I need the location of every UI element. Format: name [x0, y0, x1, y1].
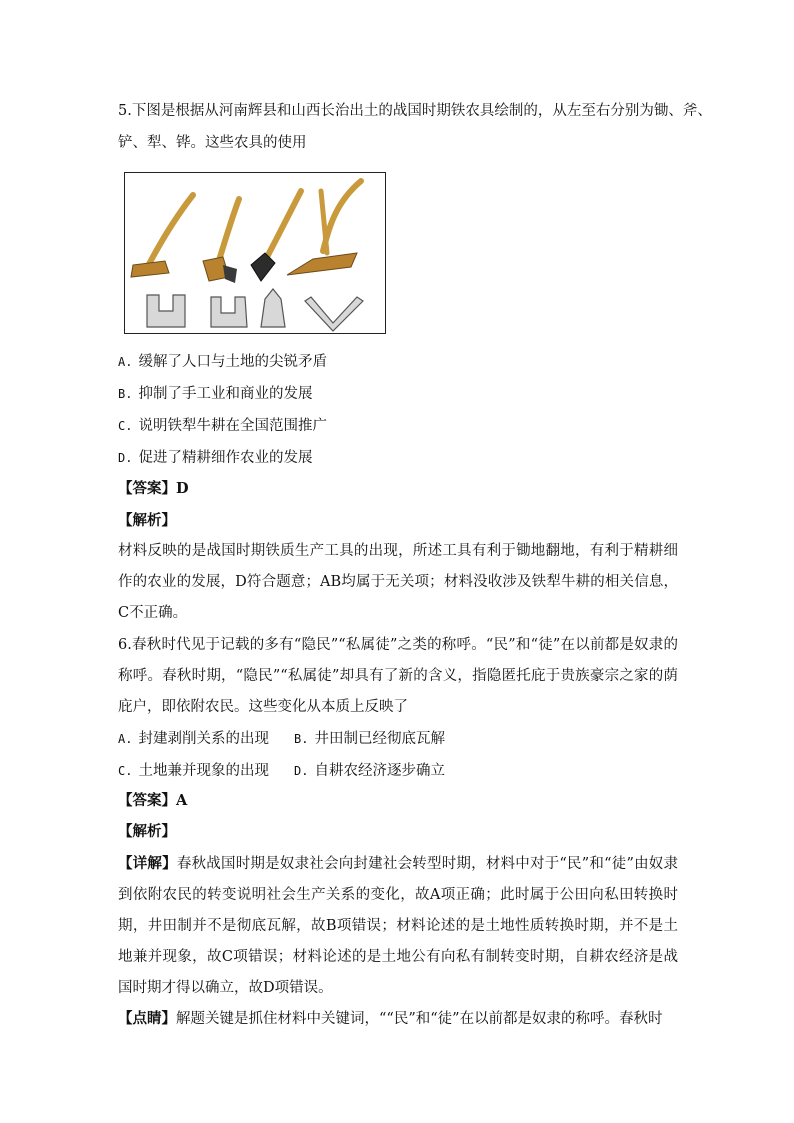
q6-option-b	[294, 729, 445, 749]
q5-stem-line2: 铲、犁、铧。这些农具的使用	[118, 135, 307, 151]
option-label: D.	[294, 764, 309, 778]
q6-option-d	[294, 761, 445, 781]
option-label: D.	[118, 451, 133, 465]
tip-tag: 【点睛】	[118, 1010, 176, 1027]
iron-farm-tools-figure	[124, 172, 386, 334]
axe-tool-icon	[203, 199, 239, 283]
answer-tag: 【答案】	[118, 792, 176, 809]
answer-tag: 【答案】	[118, 480, 176, 497]
q6-answer	[118, 791, 187, 811]
option-text: 缓解了人口与土地的尖锐矛盾	[138, 354, 327, 370]
option-text: 土地兼并现象的出现	[138, 763, 269, 779]
option-label: B.	[118, 387, 133, 401]
option-label: C.	[118, 419, 133, 433]
q6-detail	[118, 848, 678, 1004]
q6-analysis-heading: 【解析】	[118, 823, 176, 840]
q5-answer	[118, 479, 189, 499]
detail-text: 春秋战国时期是奴隶社会向封建社会转型时期，材料中对于“民”和“徒”由奴隶到依附农民的转变说明社会生产关系的变化，故A项正确；此时属于公田向私田转换时期，井田制并不是彻底瓦解，故B项错误；材料论述的是土地性质转换时期，并不是土地兼并现象，故C项错误；材料论述的是土地公有向私有制转变时期，自耕农经济是战国时期才得以确立，故D项错误。	[118, 856, 678, 996]
option-text: 封建剥削关系的出现	[138, 731, 269, 747]
option-label: A.	[118, 732, 133, 746]
option-text: 促进了精耕细作农业的发展	[138, 450, 313, 466]
option-label: A.	[118, 355, 133, 369]
q5-option-c	[118, 416, 327, 436]
q5-analysis-heading: 【解析】	[118, 512, 176, 529]
q5-stem-line1: 5.下图是根据从河南辉县和山西长治出土的战国时期铁农具绘制的，从左至右分别为锄、斧、	[118, 103, 712, 119]
q6-tip	[118, 1003, 678, 1035]
q5-option-a	[118, 352, 327, 372]
option-text: 井田制已经彻底瓦解	[314, 731, 445, 747]
farm-tools-illustration	[125, 173, 385, 333]
option-text: 自耕农经济逐步确立	[314, 763, 445, 779]
option-label: C.	[118, 764, 133, 778]
q6-option-a	[118, 729, 269, 749]
option-text: 说明铁犁牛耕在全国范围推广	[138, 418, 327, 434]
detail-tag: 【详解】	[118, 855, 177, 872]
q5-option-b	[118, 384, 312, 404]
q6-option-c	[118, 761, 269, 781]
answer-value: D	[176, 480, 189, 497]
q6-stem: 6.春秋时代见于记载的多有“隐民”“私属徒”之类的称呼。“民”和“徒”在以前都是奴隶的称呼。春秋时期，“隐民”“私属徒”却具有了新的含义，指隐匿托庇于贵族豪宗之家的荫庇户，即依附农民。这些变化从本质上反映了	[118, 637, 678, 715]
option-label: B.	[294, 732, 309, 746]
hoe-tool-icon	[131, 195, 193, 277]
answer-value: A	[176, 792, 188, 809]
shovel-tool-icon	[251, 191, 301, 281]
q5-analysis-text: 材料反映的是战国时期铁质生产工具的出现，所述工具有利于锄地翻地，有利于精耕细作的农业的发展，D符合题意；AB均属于无关项；材料没收涉及铁犁牛耕的相关信息，C不正确。	[118, 543, 678, 621]
option-text: 抑制了手工业和商业的发展	[138, 386, 313, 402]
iron-blade-heads	[147, 289, 363, 331]
q5-option-d	[118, 448, 312, 468]
tip-text: 解题关键是抓住材料中关键词，““民”和“徒”在以前都是奴隶的称呼。春秋时	[176, 1011, 663, 1027]
